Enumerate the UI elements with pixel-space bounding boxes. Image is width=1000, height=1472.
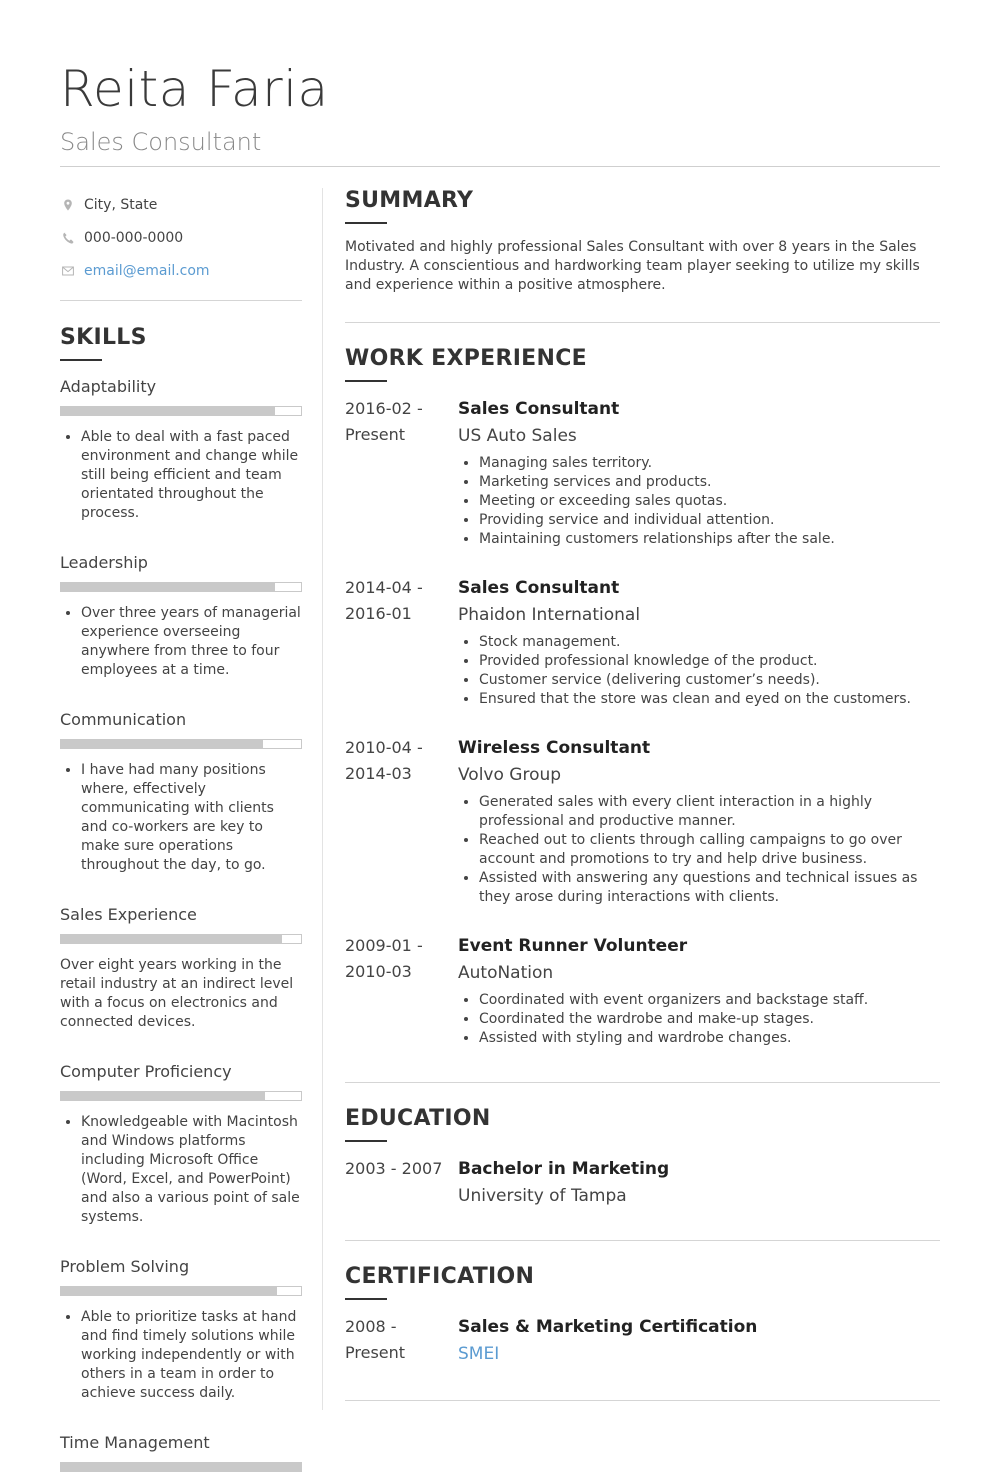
job-company: Volvo Group [458,765,562,785]
job-company: Phaidon International [458,605,641,625]
phone-text: 000-000-0000 [84,229,184,246]
skill-name: Leadership [60,553,148,572]
skill-description: • Able to prioritize tasks at hand and find timely solutions while working independently or with others in a team in order to achieve success daily. [81,1308,302,1403]
job-dates [345,933,458,1048]
skill-description-list [60,761,302,875]
section-divider [345,1082,940,1083]
education-heading: EDUCATION [345,1106,491,1131]
contact-email[interactable] [60,254,302,287]
skill-description: • I have had many positions where, effectively communicating with clients and co-workers are key to make sure operations throughout the day, to go. [81,761,302,875]
job-company: AutoNation [458,963,554,983]
skill-level-fill [61,935,282,943]
candidate-title: Sales Consultant [60,128,262,156]
certification-heading: CERTIFICATION [345,1264,535,1289]
skill-level-fill [61,1287,277,1295]
job-start-date: 2010-04 - [345,738,423,757]
skill-description: • Knowledgeable with Macintosh and Windows platforms including Microsoft Office (Word, Excel, and PowerPoint) and also a various point of sale systems. [81,1113,302,1227]
job-duties [458,793,940,907]
skill-level-fill [61,1463,301,1471]
job-duty: • Assisted with styling and wardrobe changes. [479,1029,940,1048]
skill-description-list [60,604,302,680]
skill-name: Communication [60,710,187,729]
job-duty: • Managing sales territory. [479,454,940,473]
job-end-date: Present [345,425,406,444]
job-entry [345,735,940,907]
skill-description-list [60,1308,302,1403]
job-duty: • Marketing services and products. [479,473,940,492]
job-duty: • Stock management. [479,633,940,652]
skill-item [60,553,302,680]
job-duties [458,633,940,709]
skill-level-bar [60,1462,302,1472]
job-body [458,396,940,549]
skill-item [60,1433,302,1472]
skill-name: Problem Solving [60,1257,190,1276]
skill-level-fill [61,407,275,415]
job-dates [345,575,458,709]
left-column [60,188,302,1472]
job-duty: • Ensured that the store was clean and eyed on the customers. [479,690,940,709]
certification-section [345,1264,940,1368]
job-duty: • Coordinated with event organizers and backstage staff. [479,991,940,1010]
section-divider [345,1240,940,1241]
work-experience-heading: WORK EXPERIENCE [345,346,587,371]
job-start-date: 2016-02 - [345,399,423,418]
skill-level-bar [60,934,302,944]
section-divider [345,322,940,323]
summary-text: Motivated and highly professional Sales Consultant with over 8 years in the Sales Industry. A conscientious and hardworking team player seeking to utilize my skills and experience within a positive atmosphere. [345,239,920,293]
phone-icon [60,232,84,244]
job-role: Sales Consultant [458,399,620,419]
skill-level-bar [60,1091,302,1101]
job-duties [458,991,940,1048]
skill-level-bar [60,406,302,416]
skill-item [60,1062,302,1227]
job-company: US Auto Sales [458,426,577,446]
skill-level-bar [60,582,302,592]
skill-item [60,377,302,523]
certification-name: Sales & Marketing Certification [458,1317,758,1337]
job-duty: • Assisted with answering any questions and technical issues as they arose during interactions with clients. [479,869,940,907]
skill-level-bar [60,1286,302,1296]
education-heading-underline [345,1140,387,1142]
skills-heading-underline [60,359,102,361]
job-dates [345,396,458,549]
certification-body [458,1314,940,1368]
header-divider [60,166,940,167]
job-duty: • Providing service and individual attention. [479,511,940,530]
summary-section [345,188,940,295]
job-dates [345,735,458,907]
job-duty: • Generated sales with every client interaction in a highly professional and productive manner. [479,793,940,831]
contact-divider [60,300,302,301]
certification-start-date: 2008 - [345,1317,397,1336]
skill-level-fill [61,740,263,748]
skill-level-fill [61,583,275,591]
certification-dates [345,1314,458,1368]
skill-name: Sales Experience [60,905,197,924]
education-body [458,1156,940,1210]
job-duty: • Customer service (delivering customer’s needs). [479,671,940,690]
skill-name: Computer Proficiency [60,1062,232,1081]
skills-section [60,325,302,1472]
skill-item [60,1257,302,1403]
certification-heading-underline [345,1298,387,1300]
contact-phone [60,221,302,254]
job-body [458,933,940,1048]
work-experience-section [345,346,940,1048]
certification-end-date: Present [345,1343,406,1362]
job-start-date: 2014-04 - [345,578,423,597]
location-text: City, State [84,196,158,213]
contact-list [60,188,302,287]
skill-item [60,905,302,1032]
job-start-date: 2009-01 - [345,936,423,955]
envelope-icon [60,265,84,277]
job-entry [345,933,940,1048]
education-entry [345,1156,940,1210]
job-duty: • Reached out to clients through calling campaigns to go over account and promotions to try and help drive business. [479,831,940,869]
skill-item [60,710,302,875]
education-section [345,1106,940,1210]
job-duties [458,454,940,549]
job-body [458,575,940,709]
job-duty: • Coordinated the wardrobe and make-up stages. [479,1010,940,1029]
education-dates: 2003 - 2007 [345,1159,443,1178]
skill-name: Time Management [60,1433,210,1452]
right-column [345,188,940,1401]
job-duty: • Provided professional knowledge of the product. [479,652,940,671]
education-degree: Bachelor in Marketing [458,1159,670,1179]
skills-heading: SKILLS [60,325,147,350]
skill-description: Over eight years working in the retail industry at an indirect level with a focus on electronics and connected devices. [60,957,294,1030]
certification-entry [345,1314,940,1368]
job-duty: • Maintaining customers relationships after the sale. [479,530,940,549]
job-role: Wireless Consultant [458,738,651,758]
job-body [458,735,940,907]
location-pin-icon [60,199,84,211]
candidate-name: Reita Faria [60,60,329,118]
education-school: University of Tampa [458,1186,627,1206]
summary-heading: SUMMARY [345,188,474,213]
column-divider [322,188,323,1410]
job-role: Event Runner Volunteer [458,936,688,956]
skill-level-fill [61,1092,265,1100]
contact-location [60,188,302,221]
skill-level-bar [60,739,302,749]
skill-description: • Over three years of managerial experience overseeing anywhere from three to four employees at a time. [81,604,302,680]
job-end-date: 2016-01 [345,604,412,623]
certification-issuer-link[interactable]: SMEI [458,1344,500,1364]
job-end-date: 2014-03 [345,764,412,783]
job-duty: • Meeting or exceeding sales quotas. [479,492,940,511]
email-link[interactable]: email@email.com [84,262,210,279]
job-entry [345,396,940,549]
job-role: Sales Consultant [458,578,620,598]
skill-description: • Able to deal with a fast paced environment and change while still being efficient and team orientated throughout the process. [81,428,302,523]
skill-name: Adaptability [60,377,157,396]
section-divider [345,1400,940,1401]
job-end-date: 2010-03 [345,962,412,981]
summary-heading-underline [345,222,387,224]
job-entry [345,575,940,709]
work-heading-underline [345,380,387,382]
skill-description-list [60,428,302,523]
skill-description-list [60,1113,302,1227]
